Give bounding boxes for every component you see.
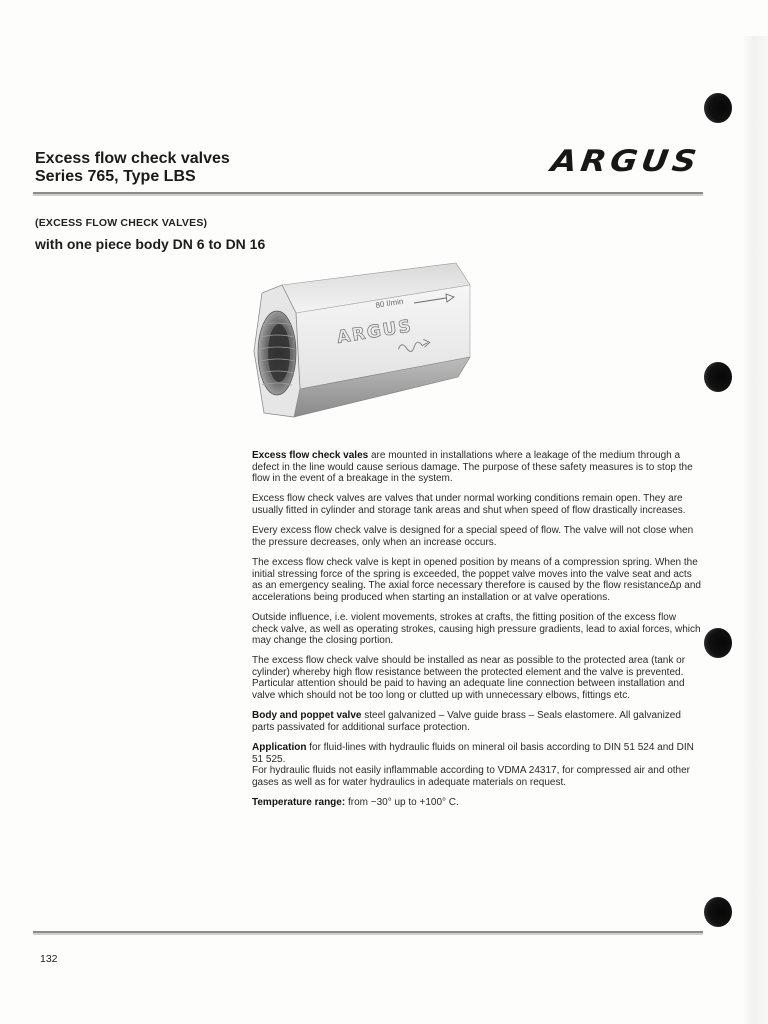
section-sub-heading: with one piece body DN 6 to DN 16 (35, 236, 266, 252)
binder-hole (704, 897, 732, 927)
valve-flow-marking: 80 l/min (374, 296, 404, 310)
paragraph-temperature: Temperature range: from −30° up to +100° C. (252, 797, 459, 808)
paragraph-outside-influence: Outside influence, i.e. violent movements, strokes at crafts, the fitting position of the excess flow check valve, as well as operating strokes, causing high pressure gradients, lead to axial forces, which may change the closing portion. (252, 611, 701, 647)
paragraph-intro: Excess flow check vales are mounted in installations where a leakage of the medium through a defect in the line would cause serious damage. The purpose of these safety measures is to stop the flow in the event of a breakage in the system. (252, 450, 693, 485)
section-caps-heading: (EXCESS FLOW CHECK VALVES) (35, 217, 208, 229)
page-title (35, 150, 365, 186)
header-divider (33, 192, 703, 194)
valve-product-photo (248, 255, 476, 435)
paragraph-spring: The excess flow check valve is kept in opened position by means of a compression spring. When the initial stressing force of the spring is exceeded, the poppet valve moves into the valve seat and acts as an emergency sealing. The axial force necessary therefore is caused by the flow resistanceΔp and accelerations being produced when starting an installation or at valve operations. (252, 556, 701, 603)
description-text (252, 450, 702, 817)
paragraph-installation: The excess flow check valve should be installed as near as possible to the protected area (tank or cylinder) whereby high flow resistance between the protected element and the valve is prevented. Particular attention should be paid to having an adequate line connection between installation and valve which should not be too long or clutted up with unnecessary elbows, fittings etc. (252, 655, 686, 702)
paragraph-flow-speed: Every excess flow check valve is designed for a special speed of flow. The valve will not close when the pressure decreases, only when an increase occurs. (252, 525, 694, 548)
binder-hole (704, 628, 732, 658)
argus-logo: ARGUS (548, 143, 703, 179)
binder-hole (704, 93, 732, 123)
valve-brand-marking: ARGUS (335, 316, 415, 348)
footer-divider (33, 931, 703, 933)
title-line-2: Series 765, Type LBS (35, 168, 196, 185)
paragraph-materials: Body and poppet valve steel galvanized – Valve guide brass – Seals elastomere. All galvanized parts passivated for additional surface protection. (252, 710, 681, 733)
page-number: 132 (40, 953, 58, 965)
paragraph-open-state: Excess flow check valves are valves that under normal working conditions remain open. They are usually fitted in cylinder and storage tank areas and shut when speed of flow drastically increases. (252, 493, 686, 516)
page-edge-shadow (744, 36, 768, 1024)
title-line-1: Excess flow check valves (35, 150, 230, 167)
paragraph-application: Application for fluid-lines with hydraulic fluids on mineral oil basis according to DIN 51 524 and DIN 51 525. For hydraulic fluids not easily inflammable according to VDMA 24317, for compressed air and other gases as well as for water hydraulics in adequate materials on request. (252, 742, 694, 788)
binder-hole (704, 362, 732, 392)
